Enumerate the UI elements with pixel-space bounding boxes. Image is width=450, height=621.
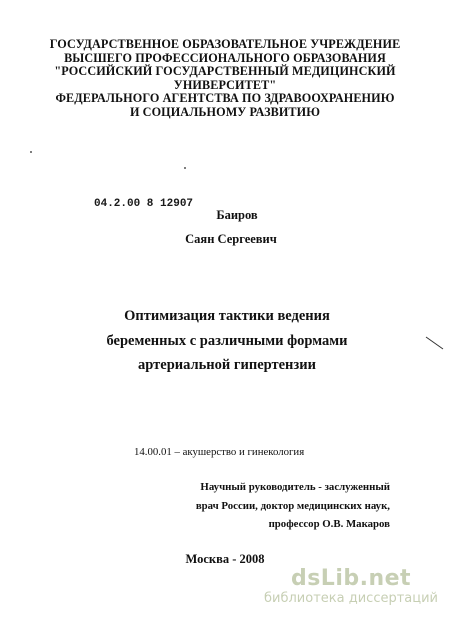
title-line: Оптимизация тактики ведения (124, 308, 330, 324)
author-surname: Баиров (216, 208, 258, 222)
header-line: УНИВЕРСИТЕТ" (173, 77, 277, 92)
supervisor-line: Научный руководитель - заслуженный (200, 481, 390, 493)
specialty-code: 14.00.01 – акушерство и гинекология (134, 446, 305, 458)
watermark-logo: dsLib.net (290, 566, 412, 591)
watermark-subtitle: библиотека диссертаций (264, 591, 438, 606)
city-year: Москва - 2008 (185, 552, 265, 566)
header-line: И СОЦИАЛЬНОМУ РАЗВИТИЮ (129, 104, 321, 119)
scan-speck (184, 167, 186, 169)
header-line: "РОССИЙСКИЙ ГОСУДАРСТВЕННЫЙ МЕДИЦИНСКИЙ (54, 64, 396, 79)
scientific-supervisor (196, 478, 390, 534)
registration-stamp: 04.2.00 8 12907 (94, 198, 194, 210)
title-line: артериальной гипертензии (138, 357, 316, 373)
scan-speck (30, 151, 32, 153)
supervisor-line: профессор О.В. Макаров (268, 518, 390, 530)
institution-header (0, 38, 450, 120)
supervisor-line: врач России, доктор медицинских наук, (195, 499, 390, 512)
header-line: ФЕДЕРАЛЬНОГО АГЕНТСТВА ПО ЗДРАВООХРАНЕНИЮ (55, 91, 395, 106)
site-watermark[interactable] (264, 567, 438, 607)
header-line: ГОСУДАРСТВЕННОЕ ОБРАЗОВАТЕЛЬНОЕ УЧРЕЖДЕНИЕ (49, 37, 401, 51)
author-name: Саян Сергеевич (185, 232, 277, 246)
dissertation-title (2, 304, 450, 378)
scan-mark-icon (425, 336, 445, 352)
header-line: ВЫСШЕГО ПРОФЕССИОНАЛЬНОГО ОБРАЗОВАНИЯ (64, 50, 386, 65)
title-line: беременных с различными формами (106, 332, 348, 349)
